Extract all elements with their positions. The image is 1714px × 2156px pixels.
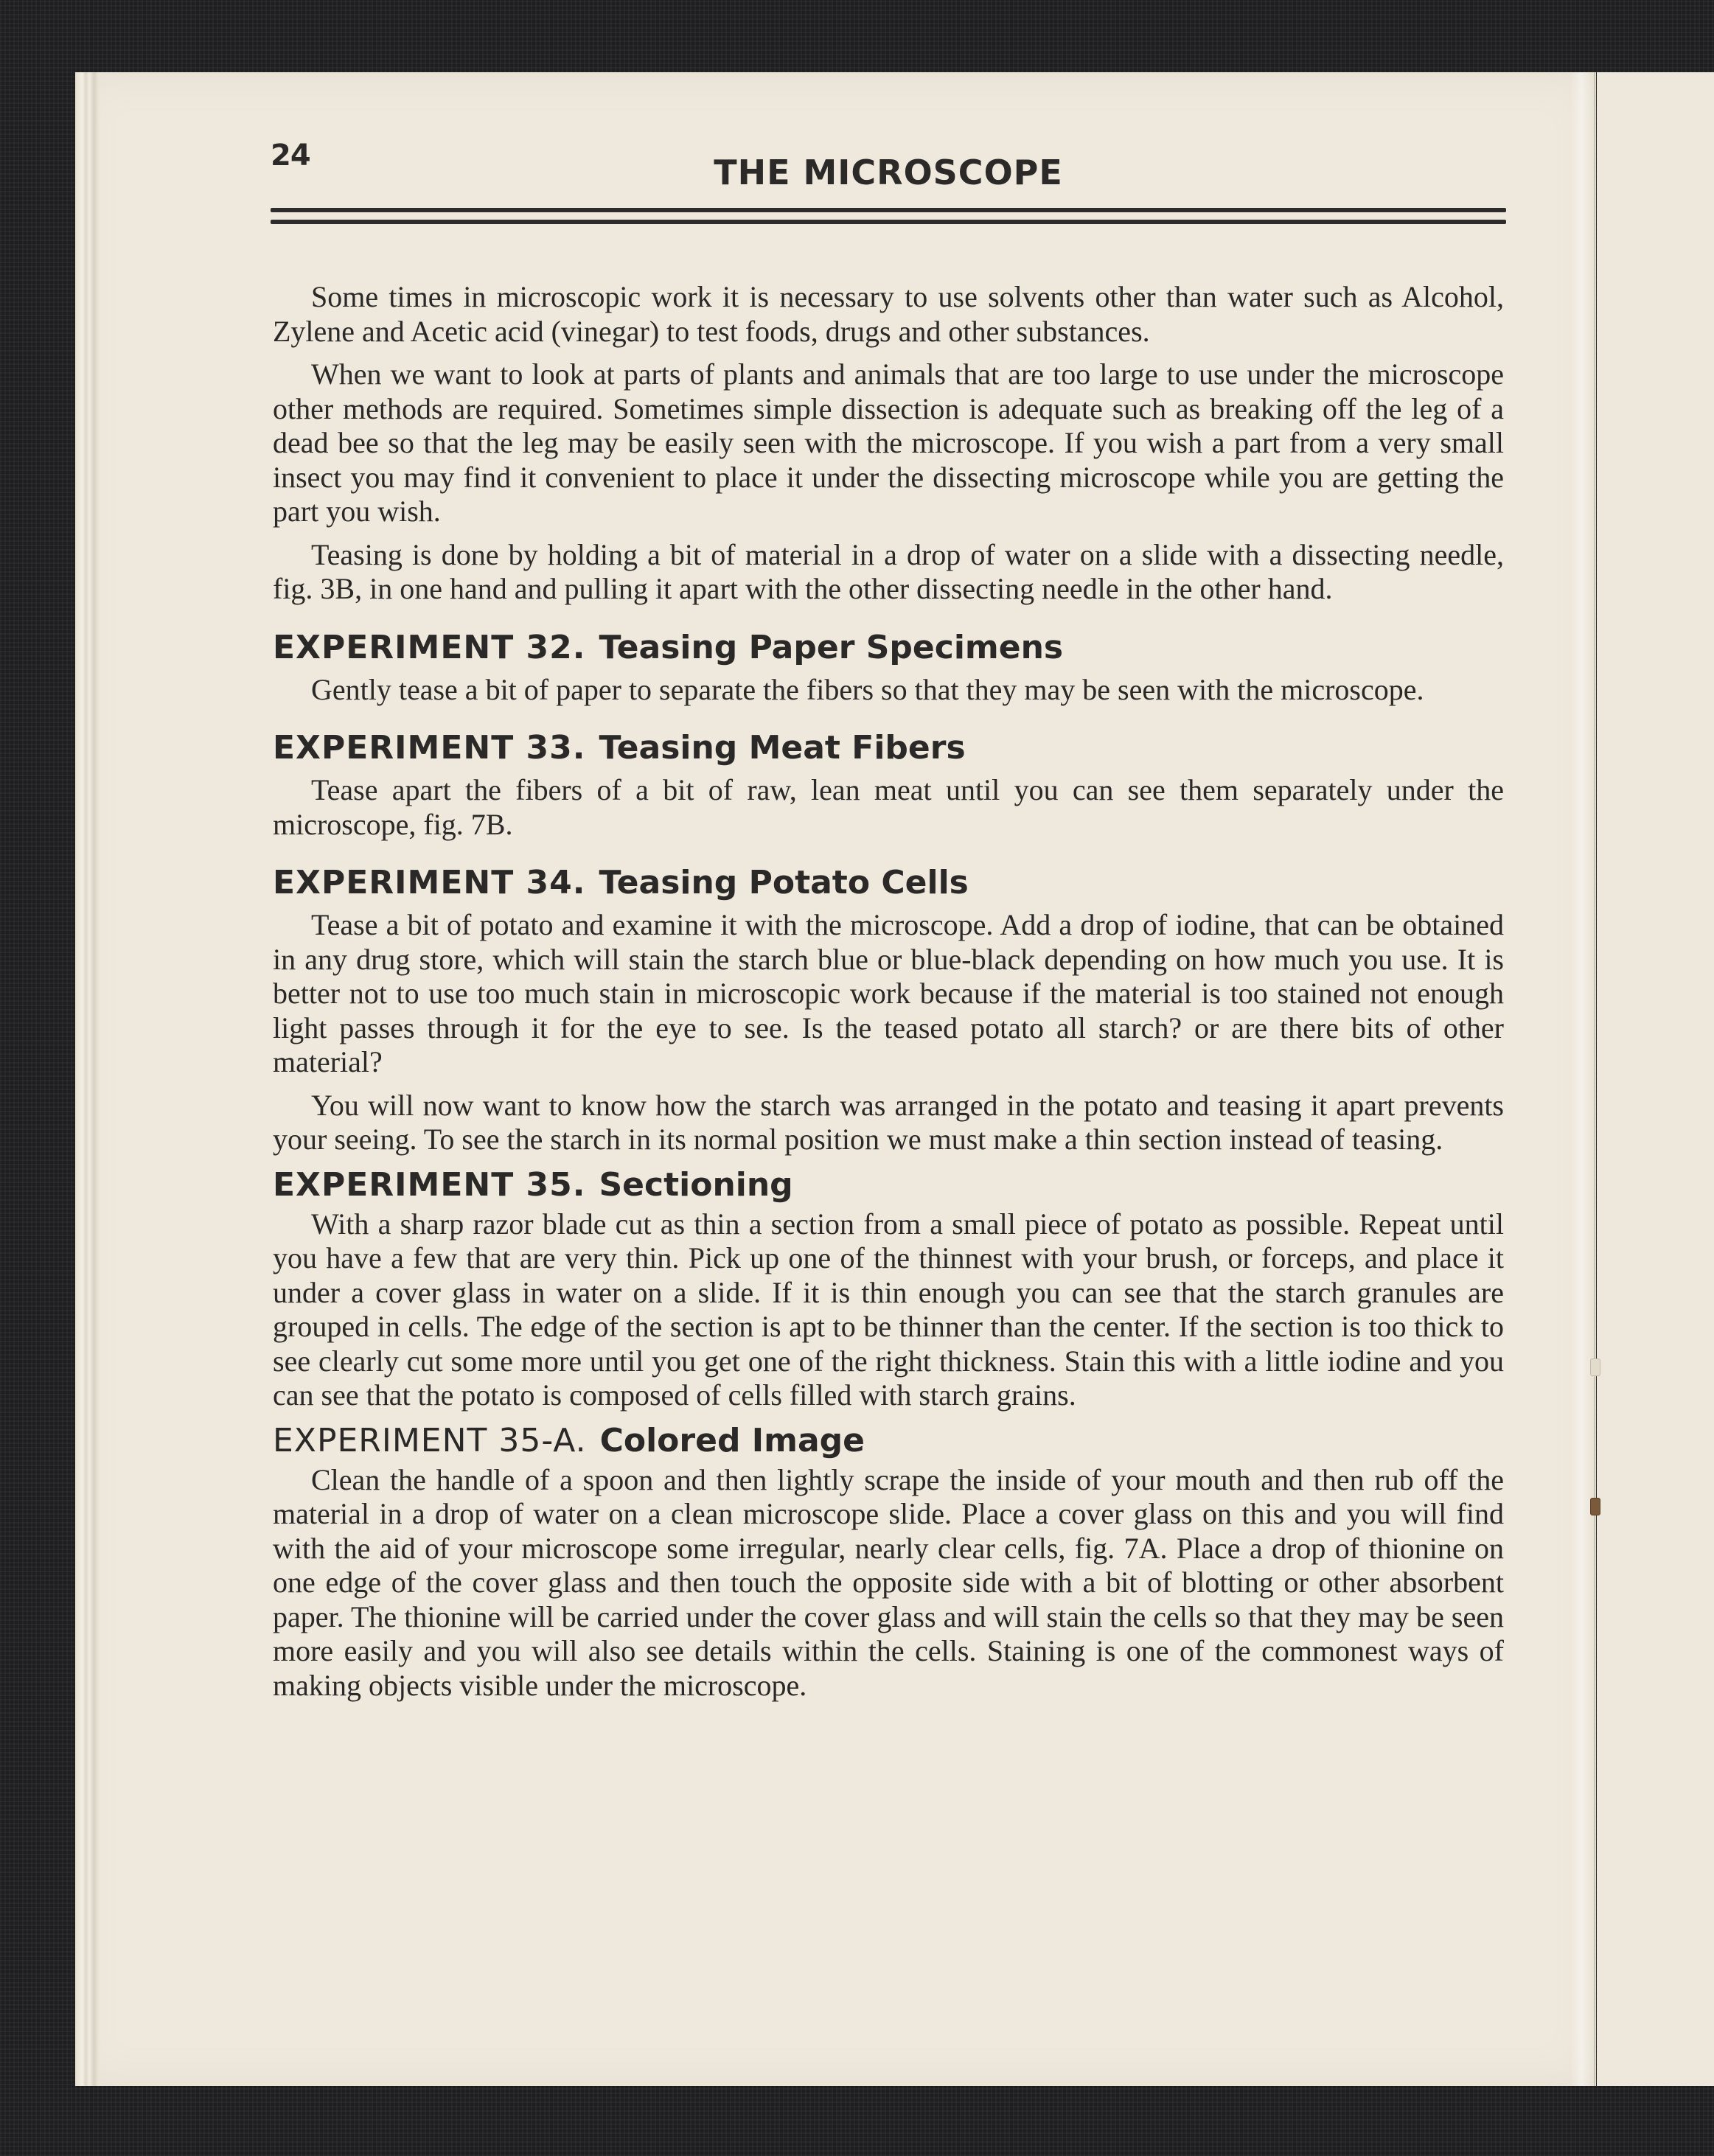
experiment-35a-heading	[273, 1422, 1504, 1460]
experiment-title: Teasing Paper Specimens	[599, 628, 1064, 666]
experiment-34-text: Tease a bit of potato and examine it with the microscope. Add a drop of iodine, that can be obtained in any drug store, which will stain the starch blue or blue-black depending on how much you use. It is better not to use too much stain in microscopic work because if the material is too stained not enough light passes through it for the eye to see. Is the teased potato all starch? or are there bits of other material?	[273, 908, 1504, 1078]
page-body	[273, 280, 1504, 1712]
book-gutter	[1593, 72, 1596, 2086]
experiment-label: EXPERIMENT 34.	[273, 864, 586, 901]
experiment-title: Teasing Potato Cells	[599, 864, 969, 901]
experiment-34-text: You will now want to know how the starch was arranged in the potato and teasing it apart prevents your seeing. To see the starch in its normal position we must make a thin section instead of teasing.	[273, 1088, 1504, 1156]
page-header	[271, 133, 1506, 236]
experiment-34-heading	[273, 864, 1504, 902]
experiment-title: Colored Image	[599, 1421, 865, 1459]
experiment-label: EXPERIMENT 35.	[273, 1165, 586, 1204]
experiment-33-text: Tease apart the fibers of a bit of raw, lean meat until you can see them separately under the microscope, fig. 7B.	[273, 773, 1504, 841]
experiment-title: Sectioning	[599, 1165, 793, 1204]
gutter-highlight	[1570, 72, 1592, 2086]
experiment-35-heading	[273, 1166, 1504, 1204]
intro-paragraph: Some times in microscopic work it is necessary to use solvents other than water such as Alcohol, Zylene and Acetic acid (vinegar) to test foods, drugs and other substances.	[273, 280, 1504, 348]
header-rule-top	[271, 208, 1506, 212]
facing-page-edge	[1597, 72, 1714, 2086]
experiment-label: EXPERIMENT 33.	[273, 729, 586, 767]
binding-staple-bottom	[1590, 1498, 1600, 1515]
binding-staple-top	[1590, 1358, 1600, 1376]
experiment-33-heading	[273, 729, 1504, 767]
page-number: 24	[271, 139, 310, 172]
intro-paragraph: Teasing is done by holding a bit of material in a drop of water on a slide with a dissecting needle, fig. 3B, in one hand and pulling it apart with the other dissecting needle in the other hand.	[273, 537, 1504, 605]
experiment-title: Teasing Meat Fibers	[599, 729, 966, 767]
experiment-label: EXPERIMENT 35-A.	[273, 1421, 587, 1459]
intro-paragraph: When we want to look at parts of plants and animals that are too large to use under the microscope other methods are required. Sometimes simple dissection is adequate such as breaking off the leg of a dead bee so that the leg may be easily seen with the microscope. If you wish a part from a very small insect you may find it convenient to place it under the dissecting microscope while you are getting the part you wish.	[273, 357, 1504, 528]
running-title: THE MICROSCOPE	[714, 153, 1063, 192]
experiment-label: EXPERIMENT 32.	[273, 628, 586, 666]
header-rule-bottom	[271, 220, 1506, 224]
experiment-32-heading	[273, 629, 1504, 667]
experiment-35a-text: Clean the handle of a spoon and then lightly scrape the inside of your mouth and then rub off the material in a drop of water on a clean microscope slide. Place a cover glass on this and you will find with the aid of your microscope some irregular, nearly clear cells, fig. 7A. Place a drop of thionine on one edge of the cover glass and then touch the opposite side with a bit of blotting or other absorbent paper. The thionine will be carried under the cover glass and will stain the cells so that they may be seen more easily and you will also see details within the cells. Staining is one of the commonest ways of making objects visible under the microscope.	[273, 1462, 1504, 1702]
experiment-35-text: With a sharp razor blade cut as thin a section from a small piece of potato as possible. Repeat until you have a few that are very thin. Pick up one of the thinnest with your brush, or forceps, and place it under a cover glass in water on a slide. If it is thin enough you can see that the starch granules are grouped in cells. The edge of the section is apt to be thinner than the center. If the section is too thick to see clearly cut some more until you get one of the right thickness. Stain this with a little iodine and you can see that the potato is composed of cells filled with starch grains.	[273, 1207, 1504, 1412]
page-stack-edge	[75, 72, 99, 2086]
experiment-32-text: Gently tease a bit of paper to separate the fibers so that they may be seen with the microscope.	[311, 672, 1424, 706]
